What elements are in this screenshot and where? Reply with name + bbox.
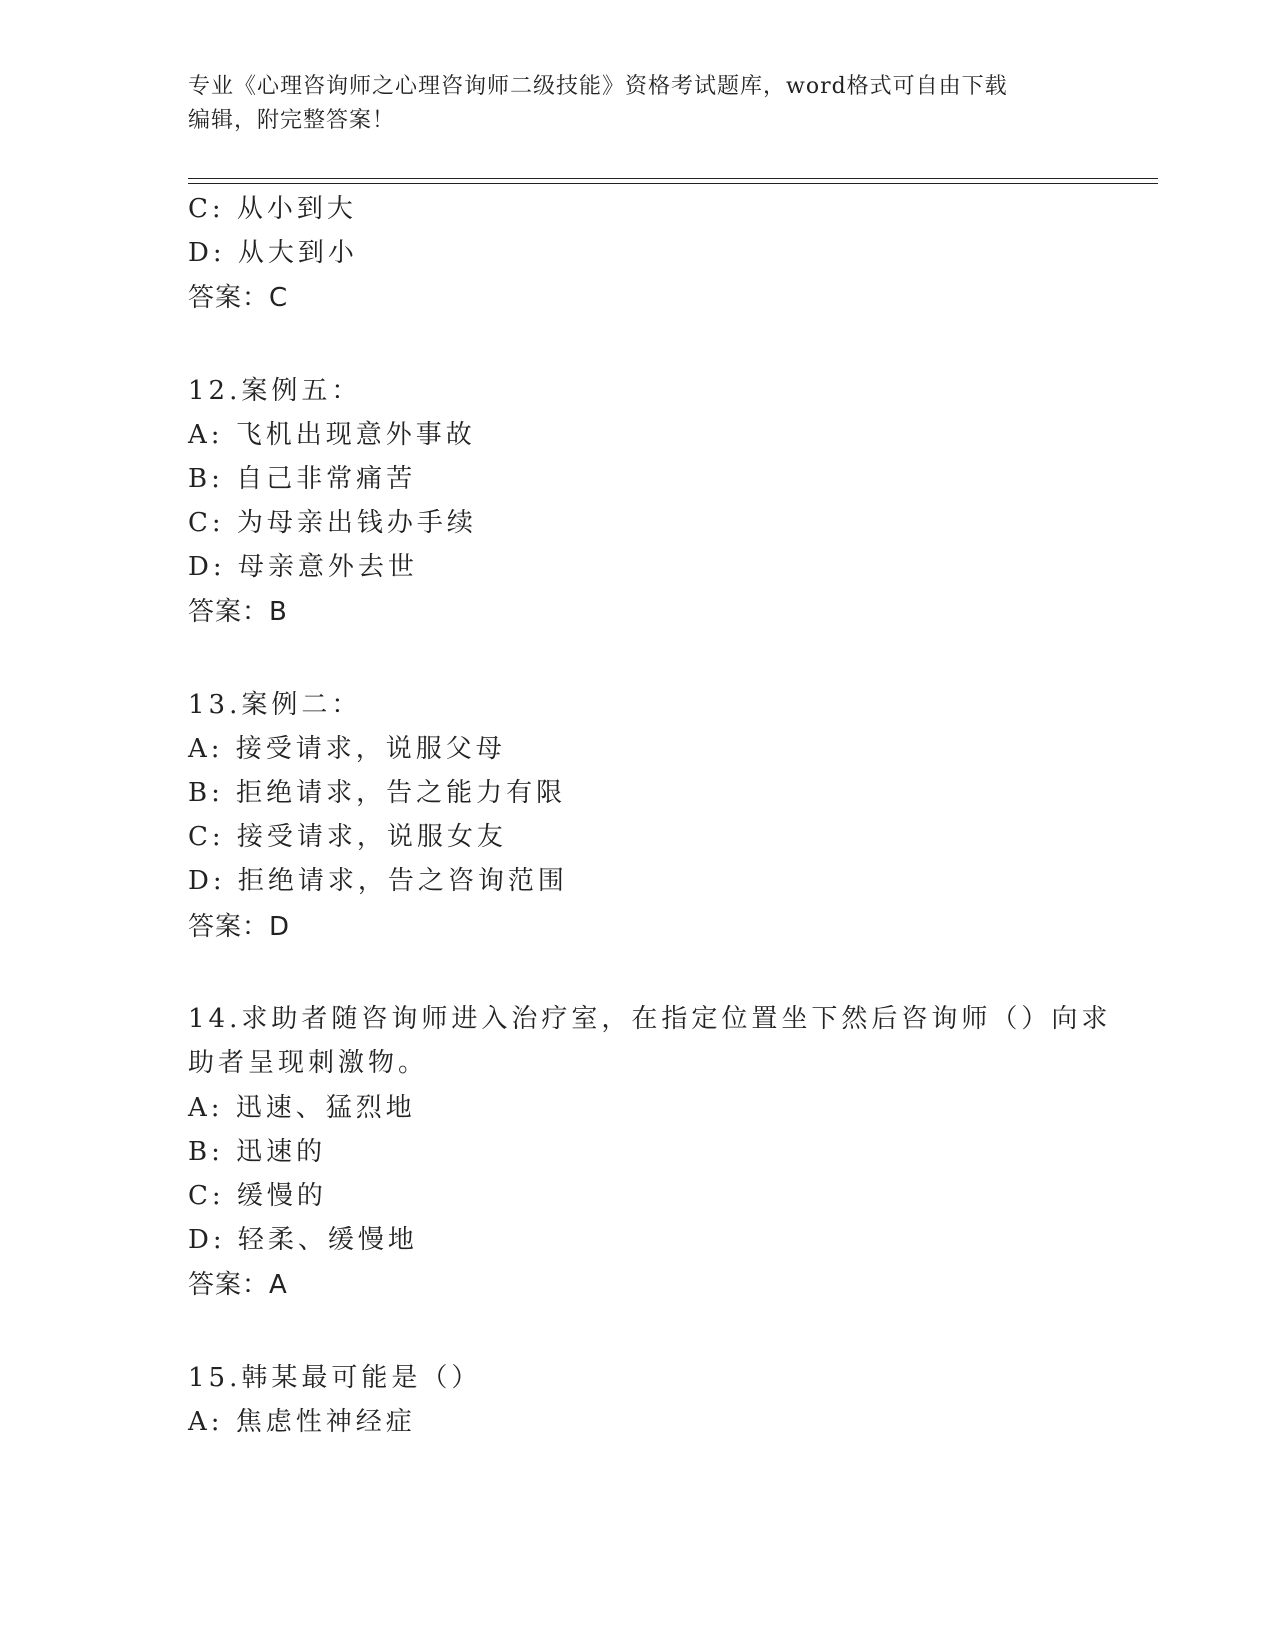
q12-option-d: D: 母亲意外去世 [188,552,418,582]
q13-answer: 答案：D [188,912,291,942]
q13-option-a: A: 接受请求，说服父母 [188,734,506,764]
header-title-line-2: 编辑，附完整答案！ [188,108,396,133]
header-title-line-1: 专业《心理咨询师之心理咨询师二级技能》资格考试题库，word格式可自由下载 [188,74,1008,99]
q13-option-d: D: 拒绝请求，告之咨询范围 [188,866,568,896]
q11-option-c: C: 从小到大 [188,194,357,224]
q13-option-c: C: 接受请求，说服女友 [188,822,507,852]
q11-answer: 答案：C [188,283,289,313]
q15-option-a: A: 焦虑性神经症 [188,1407,416,1437]
q12-option-a: A: 飞机出现意外事故 [188,420,476,450]
q14-option-c: C: 缓慢的 [188,1181,327,1211]
q13-stem: 13.案例二： [188,690,362,720]
q14-stem-line-1: 14.求助者随咨询师进入治疗室，在指定位置坐下然后咨询师（）向求 [188,1004,1112,1034]
q14-option-d: D: 轻柔、缓慢地 [188,1225,418,1255]
q14-stem-line-2: 助者呈现刺激物。 [188,1048,429,1078]
q13-option-b: B: 拒绝请求，告之能力有限 [188,778,567,808]
q15-stem: 15.韩某最可能是（） [188,1363,482,1393]
q14-option-b: B: 迅速的 [188,1137,327,1167]
header-divider-top [188,178,1158,179]
q14-option-a: A: 迅速、猛烈地 [188,1093,416,1123]
q11-option-d: D: 从大到小 [188,238,358,268]
q12-option-c: C: 为母亲出钱办手续 [188,508,477,538]
header-divider-bottom [188,183,1158,184]
document-header [188,70,1088,138]
q12-answer: 答案：B [188,597,288,627]
q12-option-b: B: 自己非常痛苦 [188,464,417,494]
q14-answer: 答案：A [188,1270,288,1300]
q12-stem: 12.案例五： [188,376,362,406]
